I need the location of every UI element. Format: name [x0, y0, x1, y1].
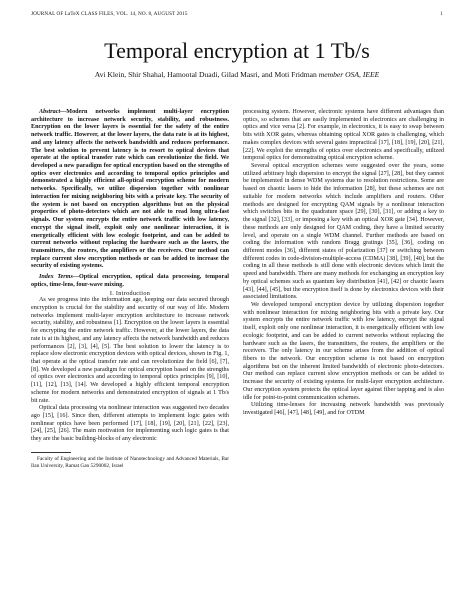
- running-head: [31, 11, 443, 19]
- intro-paragraph-4: We developed temporal encryption device by utilizing dispersion together with nonlinear interaction for mixing neighboring bits with a private key. Our system encrypts the entire network traffic with low latency, encrypt the signal itself, exploit only one nonlinear interaction, it is energetically efficient with low ecologic footprint, and can be added to current networks without replacing the hardware such as the lasers, the transmitters, the routers, the amplifiers or the receivers. The only latency in our scheme arises from the addition of optical fibers to the network. Our encryption scheme is not based on encryption algorithms but on the inherent limited bandwidth of electronic photo-detectors. Our method can replace current slow encryption methods or can be added to increase the security of existing systems for multi-layer encryption architecture. Our encryption system protects the optical layer against fiber tapping and is also idle for point-to-point communication schemes.: [243, 301, 444, 401]
- left-column: [31, 109, 229, 469]
- right-column: [243, 109, 444, 418]
- intro-paragraph-3: Several optical encryption schemes were suggested over the years, some utilized arbitrary high dispersion to encrypt the signal [27], [28], but they cannot be implemented in dense WDM systems due to resolution restrictions. Some are based on chaotic lasers to hide the information [28], but these schemes are not suitable for modern networks which include amplifiers and routers. Other methods are designed for encrypting QAM signals by a nonlinear interaction which switches bits in the quadrature space [29], [30], [31], or adding a key to the signal [32], [33], or imposing a key with an optical XOR gate [34]. However, these methods are only designed for QAM coding, they have a limited security level, and operate on a single WDM channel. Further methods are based on coding the information with random Bragg gratings [35], [36], coding on different modes [36], different states of polarization [37] or switching between different codes in code-division-multiple-access (CDMA) [38], [39], [40], but the coding in all these methods is still done with electronic devices which limit the speed and bandwidth. There are many methods for exchanging an encryption key by optical schemes such as quantum key distribution [41], [42] or chaotic lasers [43], [44], [45], but the encryption itself is done by electronics devices with their associated limitations.: [243, 163, 444, 301]
- index-terms-text: —Optical encryption, optical data processing, temporal optics, time-lens, four-wave mixing.: [31, 274, 229, 288]
- index-terms: [31, 274, 229, 289]
- author-names: Avi Klein, Shir Shahal, Hamootal Duadi, Gilad Masri, and Moti Fridman: [94, 70, 317, 79]
- intro-paragraph-2: Optical data processing via nonlinear interaction was suggested two decades ago [15], [16]. Since then, different attempts to implement logic gates with nonlinear optics have been performed [17], [18], [19], [20], [21], [22], [23], [24], [25], [26]. The main motivation for implementing such logic gates is that they are the basic building-blocks of any electronic: [31, 405, 229, 443]
- paper-title: Temporal encryption at 1 Tb/s: [104, 38, 370, 63]
- intro-paragraph-2-continued: processing system. However, electronic systems have different advantages than optics, so schemes that are easily implemented in electronics are challenging in optics and vice versa [2]. For example, in electronics, it is easy to swap between bits with XOR gates, whereas obtaining optical XOR gates is challenging, which makes complex devices with several gates impractical [17], [18], [19], [20], [21], [22]. We exploit the strengths of optics over electronics and specifically, utilized temporal optics for demonstrating optical encryption scheme.: [243, 109, 444, 162]
- abstract: [31, 109, 229, 271]
- author-membership: member OSA, IEEE: [318, 70, 380, 79]
- footnote-rule: [31, 452, 71, 453]
- index-terms-label: Index Terms: [39, 274, 73, 281]
- intro-paragraph-1: As we progress into the information age, keeping our data secured through encryption is crucial for the stability and security of our way of life. Modern networks implement multi-layer encryption architecture to increase network security, stability, and robustness [1]. Encryption on the lower layers is essential for encrypting the entire network traffic. However, at the lower layers, the data rate is at its highest, and any latency affects the network bandwidth and reduces performances [2], [3], [4], [5]. The best solution to lower the latency is to replace slow electronic encryption devices with optical devices, shown in Fig. 1, that operate at the optical transfer rate and can revolutionize the field [6], [7], [8]. We developed a new paradigm for optical encryption based on the strengths of optics over electronics and according to temporal optics principles [9], [10], [11], [12], [13], [14]. We developed a highly efficient temporal encryption scheme for modern networks and demonstrated encryption of signals at 1 Tb/s bit rate.: [31, 297, 229, 404]
- journal-info: JOURNAL OF LaTeX CLASS FILES, VOL. 14, NO. 8, AUGUST 2015: [31, 11, 188, 17]
- affiliation-footnote: Faculty of Engineering and the Institute of Nanotechnology and Advanced Materials, Bar Ilan University, Ramat Gan 5290002, Israel: [31, 455, 229, 469]
- abstract-label: Abstract: [39, 109, 61, 115]
- intro-paragraph-5: Utilizing time-lenses for increasing network bandwidth was previously investigated [46], [47], [48], [49], and for OTDM: [243, 402, 444, 417]
- author-line: [0, 70, 474, 80]
- page-number: 1: [440, 11, 443, 17]
- section-heading-introduction: I. Introduction: [109, 289, 151, 297]
- abstract-text: —Modern networks implement multi-layer encryption architecture to increase network security, stability, and robustness. Encryption on the lower layers is essential for the safety of the entire network traffic. However, at the lower layers, the data rate is at its highest, and any latency affects the network bandwidth and reduces performance. The best solution to prevent latency is to resort to optical devices that operate at the optical transfer rate which can revolutionize the field. We developed a new paradigm for optical encryption based on the strengths of optics over electronics and according to temporal optics principles and demonstrated a highly efficient all-optical encryption scheme for modern networks. Specifically, we utilize dispersion together with nonlinear interaction for mixing neighboring bits with a private key. The security of the system is not based on encryption algorithms but on the physical properties of photo-detectors which are not able to read long ultra-fast signals. Our system encrypts the entire network traffic with low latency, encrypt the signal itself, exploit only one nonlinear interaction, it is energetically efficient with low ecologic footprint, and can be added to current networks without replacing the hardware such as the lasers, the transmitters, the routers, the amplifiers or the receivers. Our method can replace current slow encryption methods or can be added to increase the security of existing systems.: [31, 109, 229, 270]
